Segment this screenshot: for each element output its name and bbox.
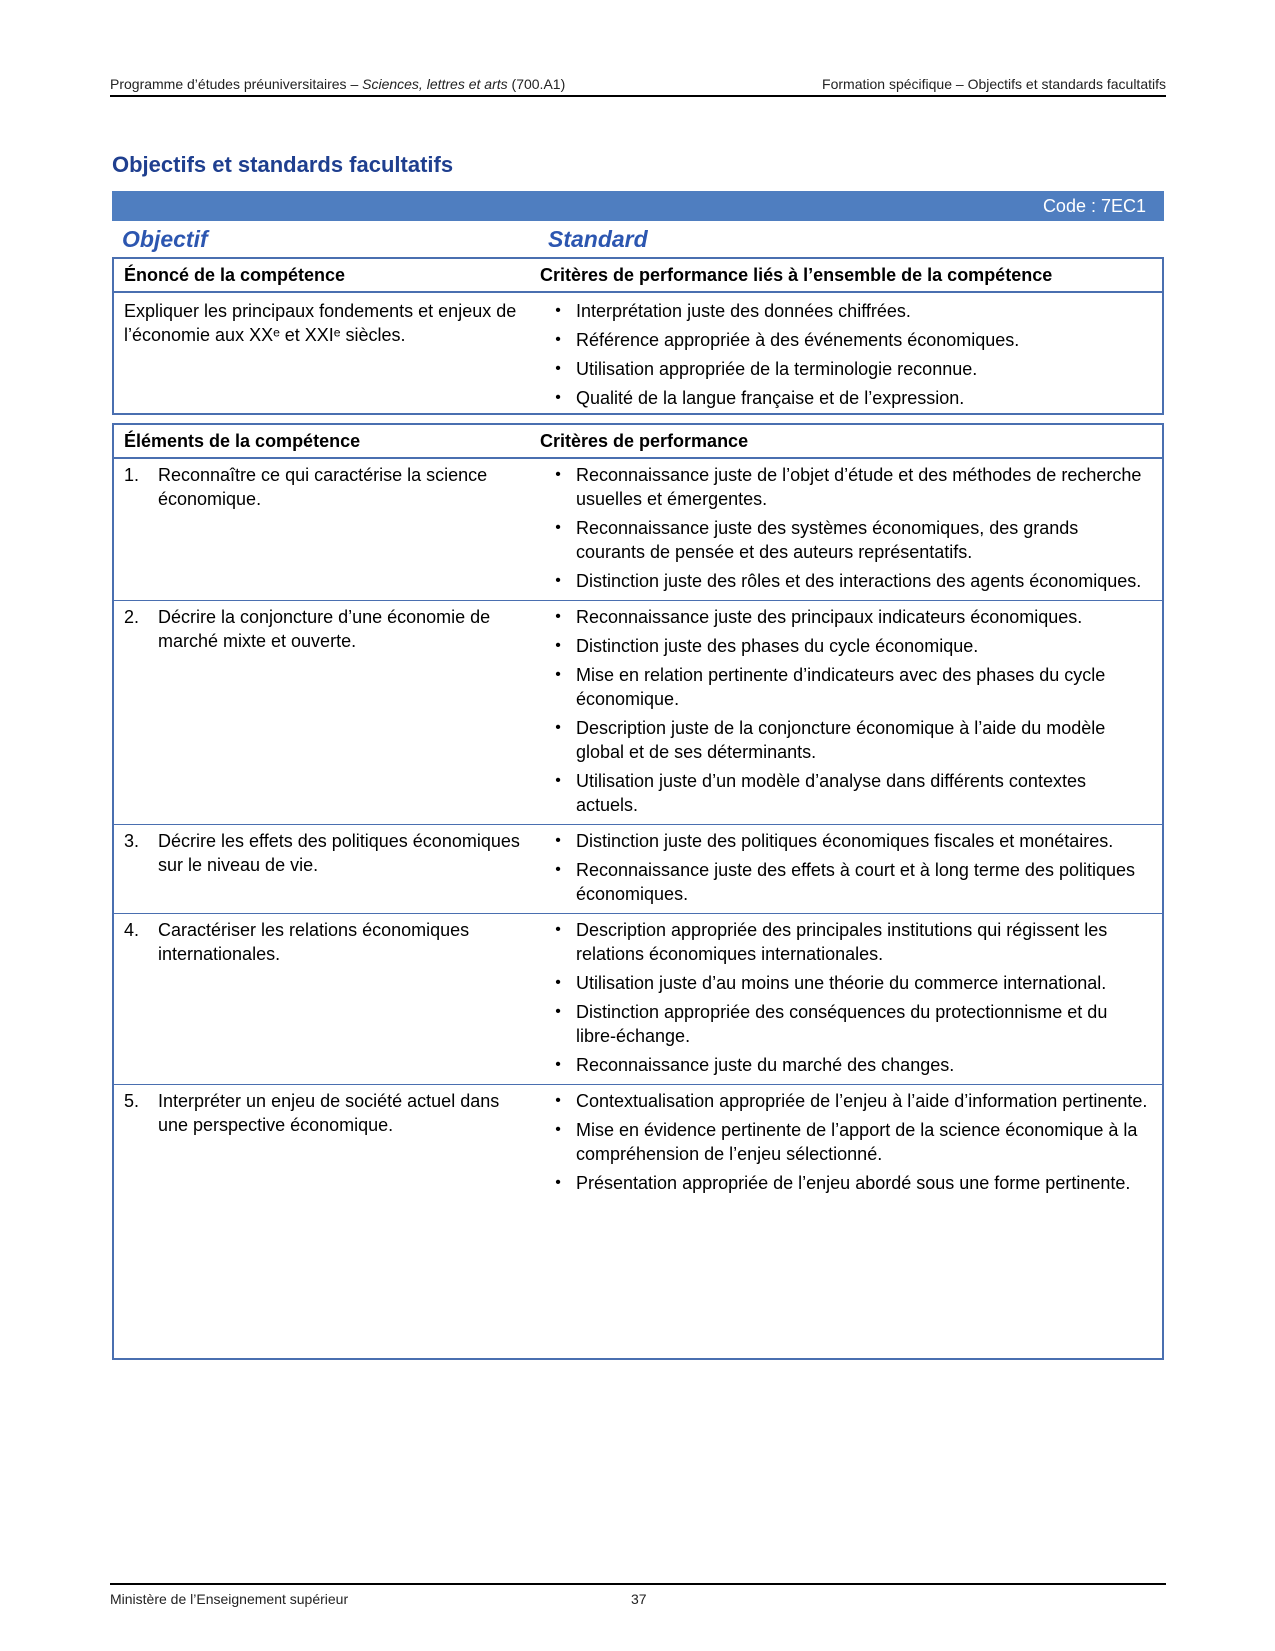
element-row xyxy=(114,824,1162,913)
criterion-item xyxy=(540,663,1150,711)
criterion-text: Distinction juste des politiques économiques fiscales et monétaires. xyxy=(576,831,1114,851)
criterion-text: Reconnaissance juste des principaux indicateurs économiques. xyxy=(576,607,1083,627)
criterion-item xyxy=(540,569,1150,593)
criterion-text: Interprétation juste des données chiffrées. xyxy=(576,301,911,321)
criterion-text: Utilisation appropriée de la terminologie reconnue. xyxy=(576,359,978,379)
element-row xyxy=(114,913,1162,1084)
element-cell xyxy=(114,918,540,1077)
criterion-text: Distinction juste des rôles et des interactions des agents économiques. xyxy=(576,571,1142,591)
element-text: Interpréter un enjeu de société actuel dans une perspective économique. xyxy=(158,1091,500,1135)
header-program-name: Sciences, lettres et arts xyxy=(362,76,508,92)
running-header xyxy=(110,76,1166,92)
bullet-icon: • xyxy=(555,360,561,377)
bullet-icon: • xyxy=(555,302,561,319)
bullet-icon: • xyxy=(555,466,561,483)
criterion-item xyxy=(540,858,1150,906)
criteria-cell xyxy=(540,1089,1162,1195)
criterion-item xyxy=(540,971,1150,995)
header-program-code: (700.A1) xyxy=(507,76,566,92)
criteria-cell xyxy=(540,463,1162,593)
header-rule xyxy=(110,95,1166,97)
element-item xyxy=(124,829,520,877)
global-criteria-heading: Critères de performance liés à l’ensemble de la compétence xyxy=(540,265,1053,285)
criterion-text: Contextualisation appropriée de l’enjeu à l’aide d’information pertinente. xyxy=(576,1091,1148,1111)
element-item xyxy=(124,605,520,653)
code-label: Code : 7EC1 xyxy=(1042,195,1146,216)
criterion-item xyxy=(540,918,1150,966)
criterion-text: Distinction appropriée des conséquences du protectionnisme et du libre-échange. xyxy=(576,1002,1108,1046)
criterion-item xyxy=(540,829,1150,853)
footer-ministry: Ministère de l’Enseignement supérieur xyxy=(110,1591,349,1607)
criterion-text: Reconnaissance juste de l’objet d’étude et des méthodes de recherche usuelles et émergentes. xyxy=(576,465,1142,509)
bullet-icon: • xyxy=(555,832,561,849)
bullet-icon: • xyxy=(555,1174,561,1191)
bullet-icon: • xyxy=(555,1092,561,1109)
element-item xyxy=(124,463,520,511)
element-row xyxy=(114,459,1162,600)
element-cell xyxy=(114,605,540,817)
element-cell xyxy=(114,829,540,906)
criterion-item xyxy=(540,605,1150,629)
bullet-icon: • xyxy=(555,637,561,654)
criteria-list xyxy=(540,829,1150,906)
header-program xyxy=(110,76,565,92)
criterion-item xyxy=(540,769,1150,817)
competence-table-header xyxy=(114,259,1162,293)
bullet-icon: • xyxy=(555,519,561,536)
elements-rows xyxy=(114,459,1162,1202)
bullet-icon: • xyxy=(555,861,561,878)
bullet-icon: • xyxy=(555,719,561,736)
element-number: 1. xyxy=(124,465,140,485)
bullet-icon: • xyxy=(555,572,561,589)
criteria-cell xyxy=(540,605,1162,817)
bullet-icon: • xyxy=(555,1121,561,1138)
criteria-heading: Critères de performance xyxy=(540,431,749,451)
element-number: 4. xyxy=(124,920,140,940)
bullet-icon: • xyxy=(555,666,561,683)
criterion-text: Reconnaissance juste du marché des changes. xyxy=(576,1055,955,1075)
header-program-prefix: Programme d’études préuniversitaires – xyxy=(110,76,363,92)
bullet-icon: • xyxy=(555,921,561,938)
element-number: 3. xyxy=(124,831,140,851)
criterion-item xyxy=(540,328,1150,352)
enonce-text: Expliquer les principaux fondements et enjeux de l’économie aux XXᵉ et XXIᵉ siècles. xyxy=(124,301,517,345)
competence-table xyxy=(112,257,1164,415)
criterion-item xyxy=(540,1118,1150,1166)
criterion-text: Reconnaissance juste des systèmes économiques, des grands courants de pensée et des auteurs représentatifs. xyxy=(576,518,1079,562)
bullet-icon: • xyxy=(555,974,561,991)
objectif-heading: Objectif xyxy=(122,226,208,252)
criterion-item xyxy=(540,463,1150,511)
criterion-text: Référence appropriée à des événements économiques. xyxy=(576,330,1020,350)
element-number: 2. xyxy=(124,607,140,627)
criterion-item xyxy=(540,357,1150,381)
criterion-text: Utilisation juste d’au moins une théorie du commerce international. xyxy=(576,973,1107,993)
criterion-item xyxy=(540,1000,1150,1048)
criterion-item xyxy=(540,716,1150,764)
header-section: Formation spécifique – Objectifs et standards facultatifs xyxy=(822,76,1166,92)
bullet-icon: • xyxy=(555,389,561,406)
criterion-item xyxy=(540,299,1150,323)
criterion-text: Distinction juste des phases du cycle économique. xyxy=(576,636,979,656)
criteria-cell xyxy=(540,918,1162,1077)
bullet-icon: • xyxy=(555,608,561,625)
criterion-text: Utilisation juste d’un modèle d’analyse dans différents contextes actuels. xyxy=(576,771,1086,815)
element-text: Reconnaître ce qui caractérise la science économique. xyxy=(158,465,488,509)
criterion-text: Mise en relation pertinente d’indicateurs avec des phases du cycle économique. xyxy=(576,665,1106,709)
criteria-cell xyxy=(540,829,1162,906)
criteria-list xyxy=(540,918,1150,1077)
element-row xyxy=(114,1084,1162,1202)
element-item xyxy=(124,1089,520,1137)
criterion-text: Description appropriée des principales institutions qui régissent les relations économiques internationales. xyxy=(576,920,1108,964)
criterion-item xyxy=(540,516,1150,564)
bullet-icon: • xyxy=(555,331,561,348)
global-criteria-list xyxy=(540,299,1150,410)
bullet-icon: • xyxy=(555,1056,561,1073)
criterion-item xyxy=(540,1089,1150,1113)
code-bar xyxy=(112,191,1164,221)
criteria-list xyxy=(540,463,1150,593)
criterion-item xyxy=(540,386,1150,410)
criteria-list xyxy=(540,605,1150,817)
element-number: 5. xyxy=(124,1091,140,1111)
criterion-text: Qualité de la langue française et de l’expression. xyxy=(576,388,965,408)
criterion-item xyxy=(540,1171,1150,1195)
criterion-text: Présentation appropriée de l’enjeu abordé sous une forme pertinente. xyxy=(576,1173,1131,1193)
elements-heading: Éléments de la compétence xyxy=(124,431,361,451)
criterion-text: Mise en évidence pertinente de l’apport de la science économique à la compréhension de l’enjeu sélectionné. xyxy=(576,1120,1138,1164)
standard-heading: Standard xyxy=(548,226,648,252)
criterion-item xyxy=(540,1053,1150,1077)
criterion-text: Description juste de la conjoncture économique à l’aide du modèle global et de ses déterminants. xyxy=(576,718,1106,762)
elements-table-header xyxy=(114,425,1162,459)
element-text: Décrire la conjoncture d’une économie de marché mixte et ouverte. xyxy=(158,607,491,651)
section-title: Objectifs et standards facultatifs xyxy=(112,152,454,177)
footer-rule xyxy=(110,1583,1166,1585)
page-number: 37 xyxy=(631,1591,647,1607)
criterion-text: Reconnaissance juste des effets à court et à long terme des politiques économiques. xyxy=(576,860,1136,904)
element-cell xyxy=(114,463,540,593)
criteria-list xyxy=(540,1089,1150,1195)
element-text: Caractériser les relations économiques internationales. xyxy=(158,920,470,964)
bullet-icon: • xyxy=(555,1003,561,1020)
element-cell xyxy=(114,1089,540,1195)
elements-table xyxy=(112,423,1164,1360)
bullet-icon: • xyxy=(555,772,561,789)
element-text: Décrire les effets des politiques économiques sur le niveau de vie. xyxy=(158,831,520,875)
element-row xyxy=(114,600,1162,824)
enonce-heading: Énoncé de la compétence xyxy=(124,265,346,285)
competence-row xyxy=(114,293,1162,410)
criterion-item xyxy=(540,634,1150,658)
element-item xyxy=(124,918,520,966)
